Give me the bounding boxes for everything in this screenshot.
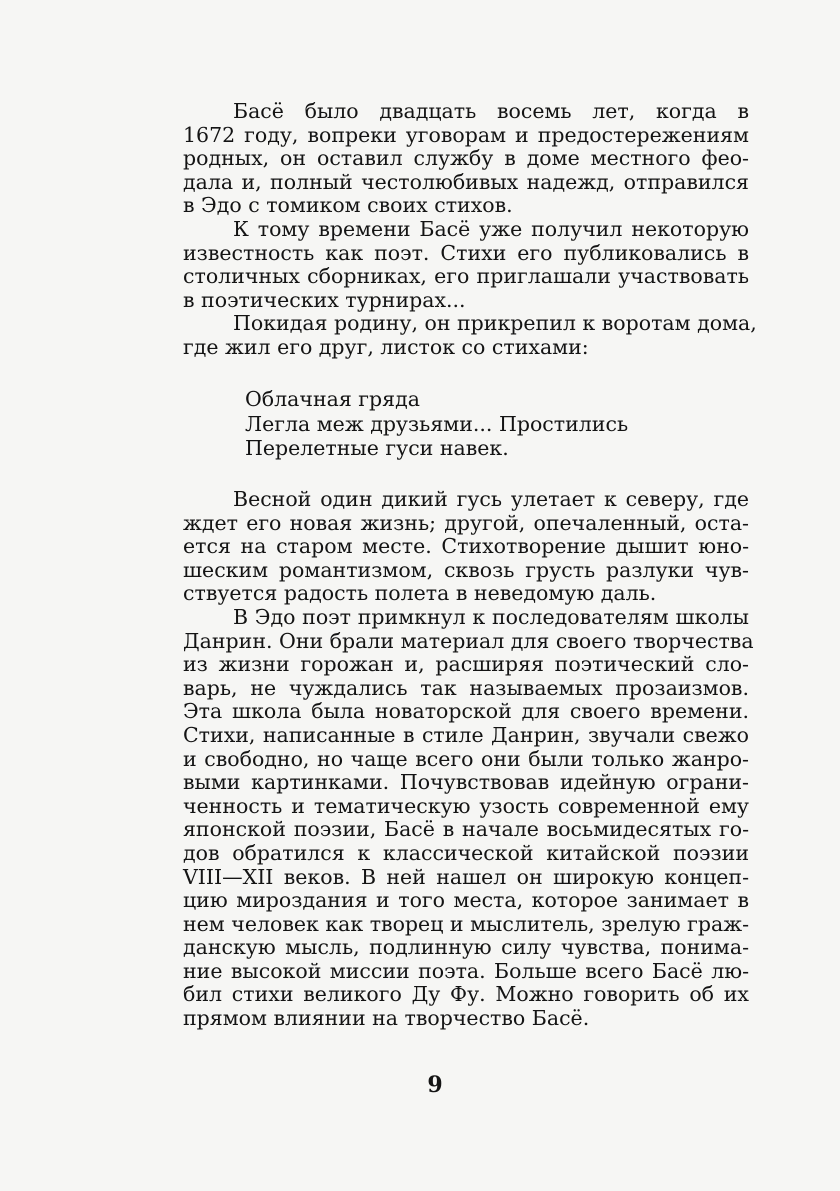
text-line: данскую мысль, подлинную силу чувства, понима- <box>183 935 749 960</box>
text-line: Покидая родину, он прикрепил к воротам дома, <box>233 311 757 336</box>
text-line: и свободно, но чаще всего они были только жанро- <box>183 746 749 771</box>
poem-line: Перелетные гуси навек. <box>245 436 509 460</box>
text-line: выми картинками. Почувствовав идейную ограни- <box>183 770 749 795</box>
text-line: ется на старом месте. Стихотворение дышит юно- <box>183 534 749 559</box>
text-line: столичных сборниках, его приглашали участвовать <box>183 264 749 289</box>
text-line: из жизни горожан и, расширяя поэтический сло- <box>183 652 749 677</box>
poem-line: Легла меж друзьями... Простились <box>245 411 629 436</box>
text-line: родных, он оставил службу в доме местного фео- <box>183 146 749 171</box>
text-line: прямом влиянии на творчество Басё. <box>183 1006 590 1031</box>
text-line: ченность и тематическую узость современной ему <box>183 793 749 818</box>
text-line: Басё было двадцать восемь лет, когда в <box>233 99 749 123</box>
paragraph <box>133 488 749 606</box>
text-line: японской поэзии, Басё в начале восьмидесятых го- <box>183 817 749 842</box>
text-line: цию мироздания и того места, которое занимает в <box>183 888 749 913</box>
text-line: дов обратился к классической китайской поэзии <box>183 840 749 865</box>
paragraph <box>133 100 749 218</box>
paragraph <box>133 218 749 312</box>
text-line: VIII—XII веков. В ней нашел он широкую концеп- <box>183 864 749 889</box>
poem-line: Облачная гряда <box>245 387 420 411</box>
text-line: Эта школа была новаторской для своего времени. <box>183 699 749 724</box>
text-line: В Эдо поэт примкнул к последователям школы <box>233 604 749 629</box>
text-block-bottom <box>133 487 754 1031</box>
text-line: известность как поэт. Стихи его публиковались в <box>183 240 749 265</box>
text-line: бил стихи великого Ду Фу. Можно говорить об их <box>183 982 749 1007</box>
poem-verse <box>245 387 628 461</box>
text-line: нем человек как творец и мыслитель, зрелую граж- <box>183 911 749 936</box>
text-line: где жил его друг, листок со стихами: <box>183 334 589 359</box>
text-line: дала и, полный честолюбивых надежд, отправился <box>183 169 749 194</box>
text-line: в поэтических турнирах... <box>183 287 466 312</box>
text-line: ние высокой миссии поэта. Больше всего Басё лю- <box>183 958 749 983</box>
text-line: ствуется радость полета в неведомую даль. <box>183 581 657 606</box>
paragraph <box>133 604 754 1031</box>
text-line: шеским романтизмом, сквозь грусть разлуки чув- <box>183 557 749 582</box>
text-line: ждет его новая жизнь; другой, опечаленный, оста- <box>183 510 749 535</box>
text-block-top <box>133 99 757 360</box>
page-number: 9 <box>427 1072 443 1098</box>
paragraph <box>133 311 757 359</box>
text-line: Данрин. Они брали материал для своего творчества <box>183 628 754 653</box>
text-line: варь, не чуждались так называемых прозаизмов. <box>183 675 749 700</box>
text-line: 1672 году, вопреки уговорам и предостережениям <box>183 122 749 147</box>
text-line: К тому времени Басё уже получил некоторую <box>233 216 749 241</box>
text-line: в Эдо с томиком своих стихов. <box>183 193 513 218</box>
text-line: Весной один дикий гусь улетает к северу, где <box>233 487 749 511</box>
text-line: Стихи, написанные в стиле Данрин, звучали свежо <box>183 722 749 747</box>
